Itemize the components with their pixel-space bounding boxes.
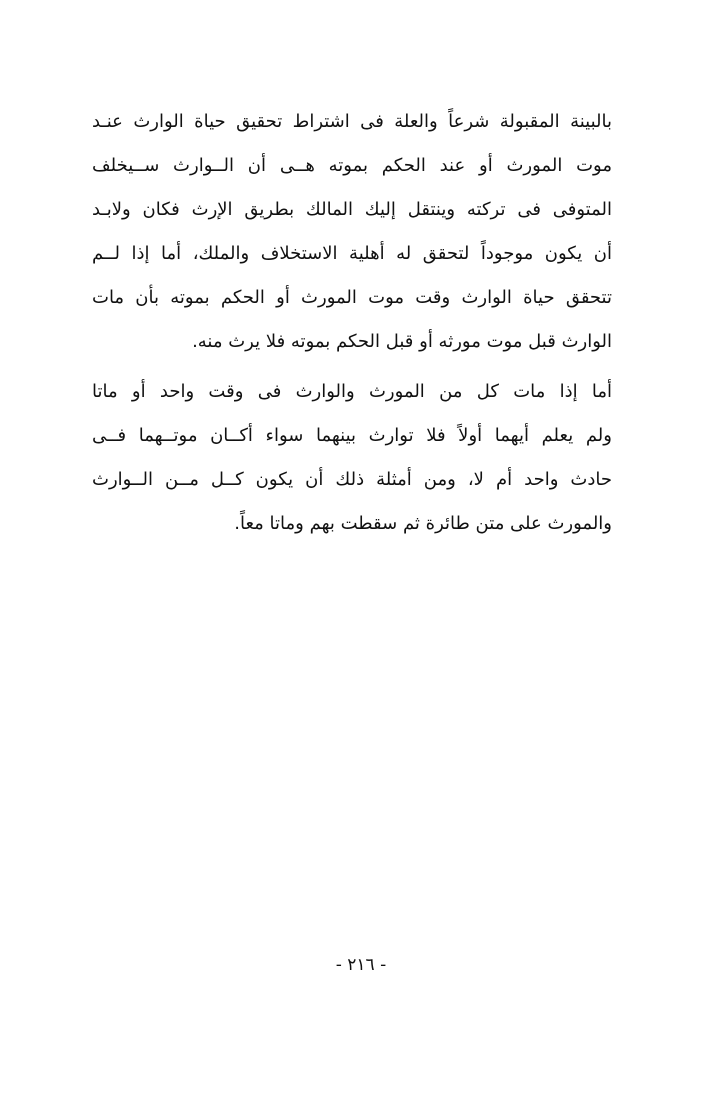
paragraph-line: أما إذا مات كل من المورث والوارث فى وقت واحد أو ماتا <box>92 381 612 402</box>
paragraph-1 <box>92 100 612 364</box>
paragraph-line: بالبينة المقبولة شرعاً والعلة فى اشتراط تحقيق حياة الوارث عنـد <box>92 111 612 132</box>
paragraph-line: حادث واحد أم لا، ومن أمثلة ذلك أن يكون كــل مــن الــوارث <box>92 469 612 490</box>
paragraph-line: تتحقق حياة الوارث وقت موت المورث أو الحكم بموته بأن مات <box>92 287 612 308</box>
paragraph-line: الوارث قبل موت مورثه أو قبل الحكم بموته فلا يرث منه. <box>192 331 612 352</box>
paragraph-2 <box>92 370 612 546</box>
paragraph-line: المتوفى فى تركته وينتقل إليك المالك بطريق الإرث فكان ولابـد <box>92 199 612 220</box>
page-number: - ٢١٦ - <box>335 955 387 975</box>
paragraph-line: موت المورث أو عند الحكم بموته هــى أن الــوارث ســيخلف <box>92 155 612 176</box>
paragraph-line: والمورث على متن طائرة ثم سقطت بهم وماتا معاً. <box>234 513 612 534</box>
paragraph-line: ولم يعلم أيهما أولاً فلا توارث بينهما سواء أكــان موتــهما فــى <box>92 425 612 446</box>
paragraph-line: أن يكون موجوداً لتحقق له أهلية الاستخلاف والملك، أما إذا لــم <box>92 243 612 264</box>
